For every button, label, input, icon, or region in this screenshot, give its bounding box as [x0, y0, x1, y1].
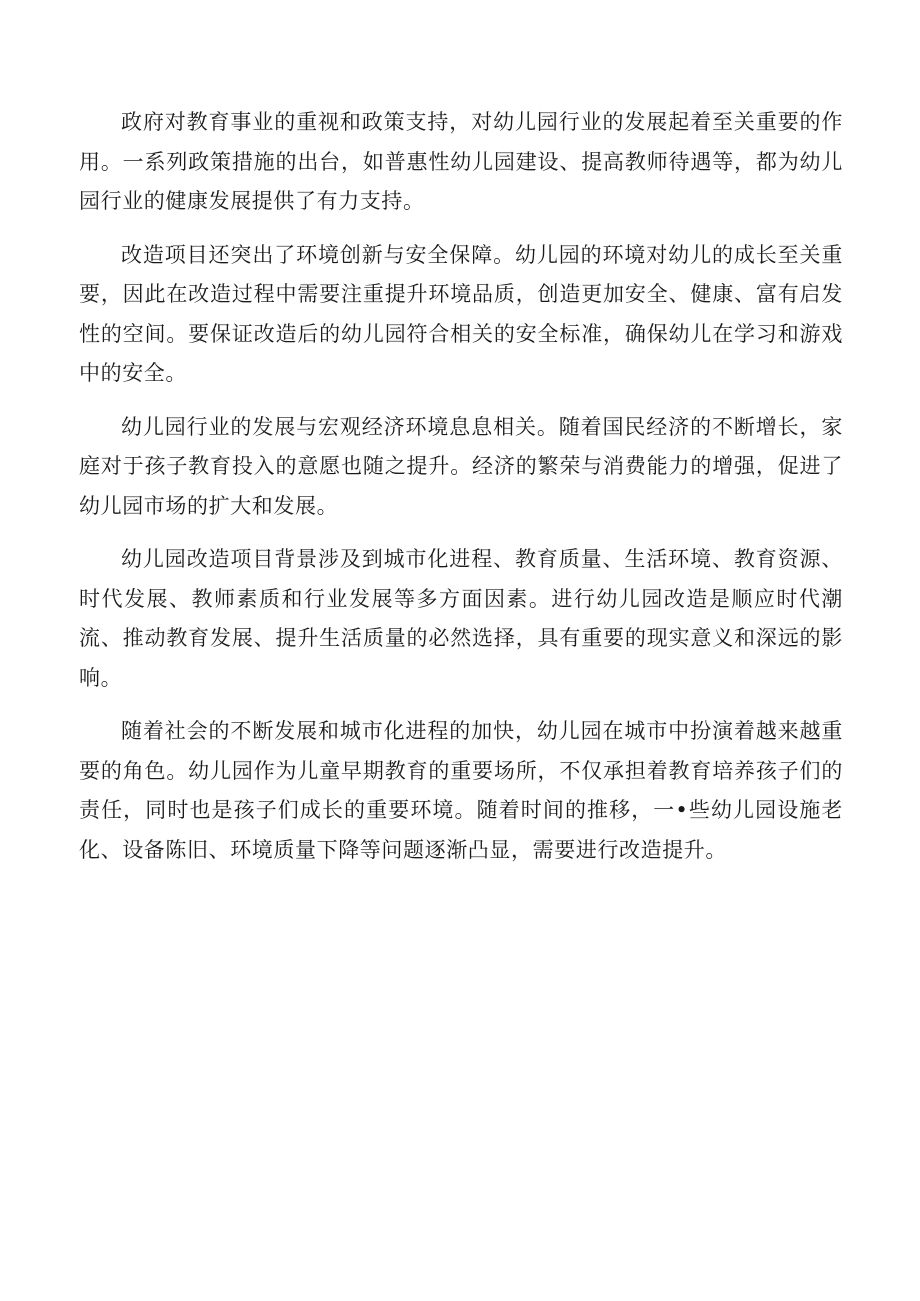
paragraph-project-background: 幼儿园改造项目背景涉及到城市化进程、教育质量、生活环境、教育资源、时代发展、教师素质和行业发展等多方面因素。进行幼儿园改造是顺应时代潮流、推动教育发展、提升生活质量的必然选择，具有重要的现实意义和深远的影响。: [79, 547, 843, 690]
paragraph-government-policy: 政府对教育事业的重视和政策支持，对幼儿园行业的发展起着至关重要的作用。一系列政策措施的出台，如普惠性幼儿园建设、提高教师待遇等，都为幼儿园行业的健康发展提供了有力支持。: [79, 110, 843, 213]
paragraph-environment-safety: 改造项目还突出了环境创新与安全保障。幼儿园的环境对幼儿的成长至关重要，因此在改造过程中需要注重提升环境品质，创造更加安全、健康、富有启发性的空间。要保证改造后的幼儿园符合相关的安全标准，确保幼儿在学习和游戏中的安全。: [79, 242, 843, 385]
document-body: [79, 103, 843, 884]
paragraph-urbanization: 随着社会的不断发展和城市化进程的加快，幼儿园在城市中扮演着越来越重要的角色。幼儿园作为儿童早期教育的重要场所，不仅承担着教育培养孩子们的责任，同时也是孩子们成长的重要环境。随着时间的推移，一•些幼儿园设施老化、设备陈旧、环境质量下降等问题逐渐凸显，需要进行改造提升。: [79, 719, 843, 862]
paragraph-macro-economy: 幼儿园行业的发展与宏观经济环境息息相关。随着国民经济的不断增长，家庭对于孩子教育投入的意愿也随之提升。经济的繁荣与消费能力的增强，促进了幼儿园市场的扩大和发展。: [79, 414, 843, 518]
